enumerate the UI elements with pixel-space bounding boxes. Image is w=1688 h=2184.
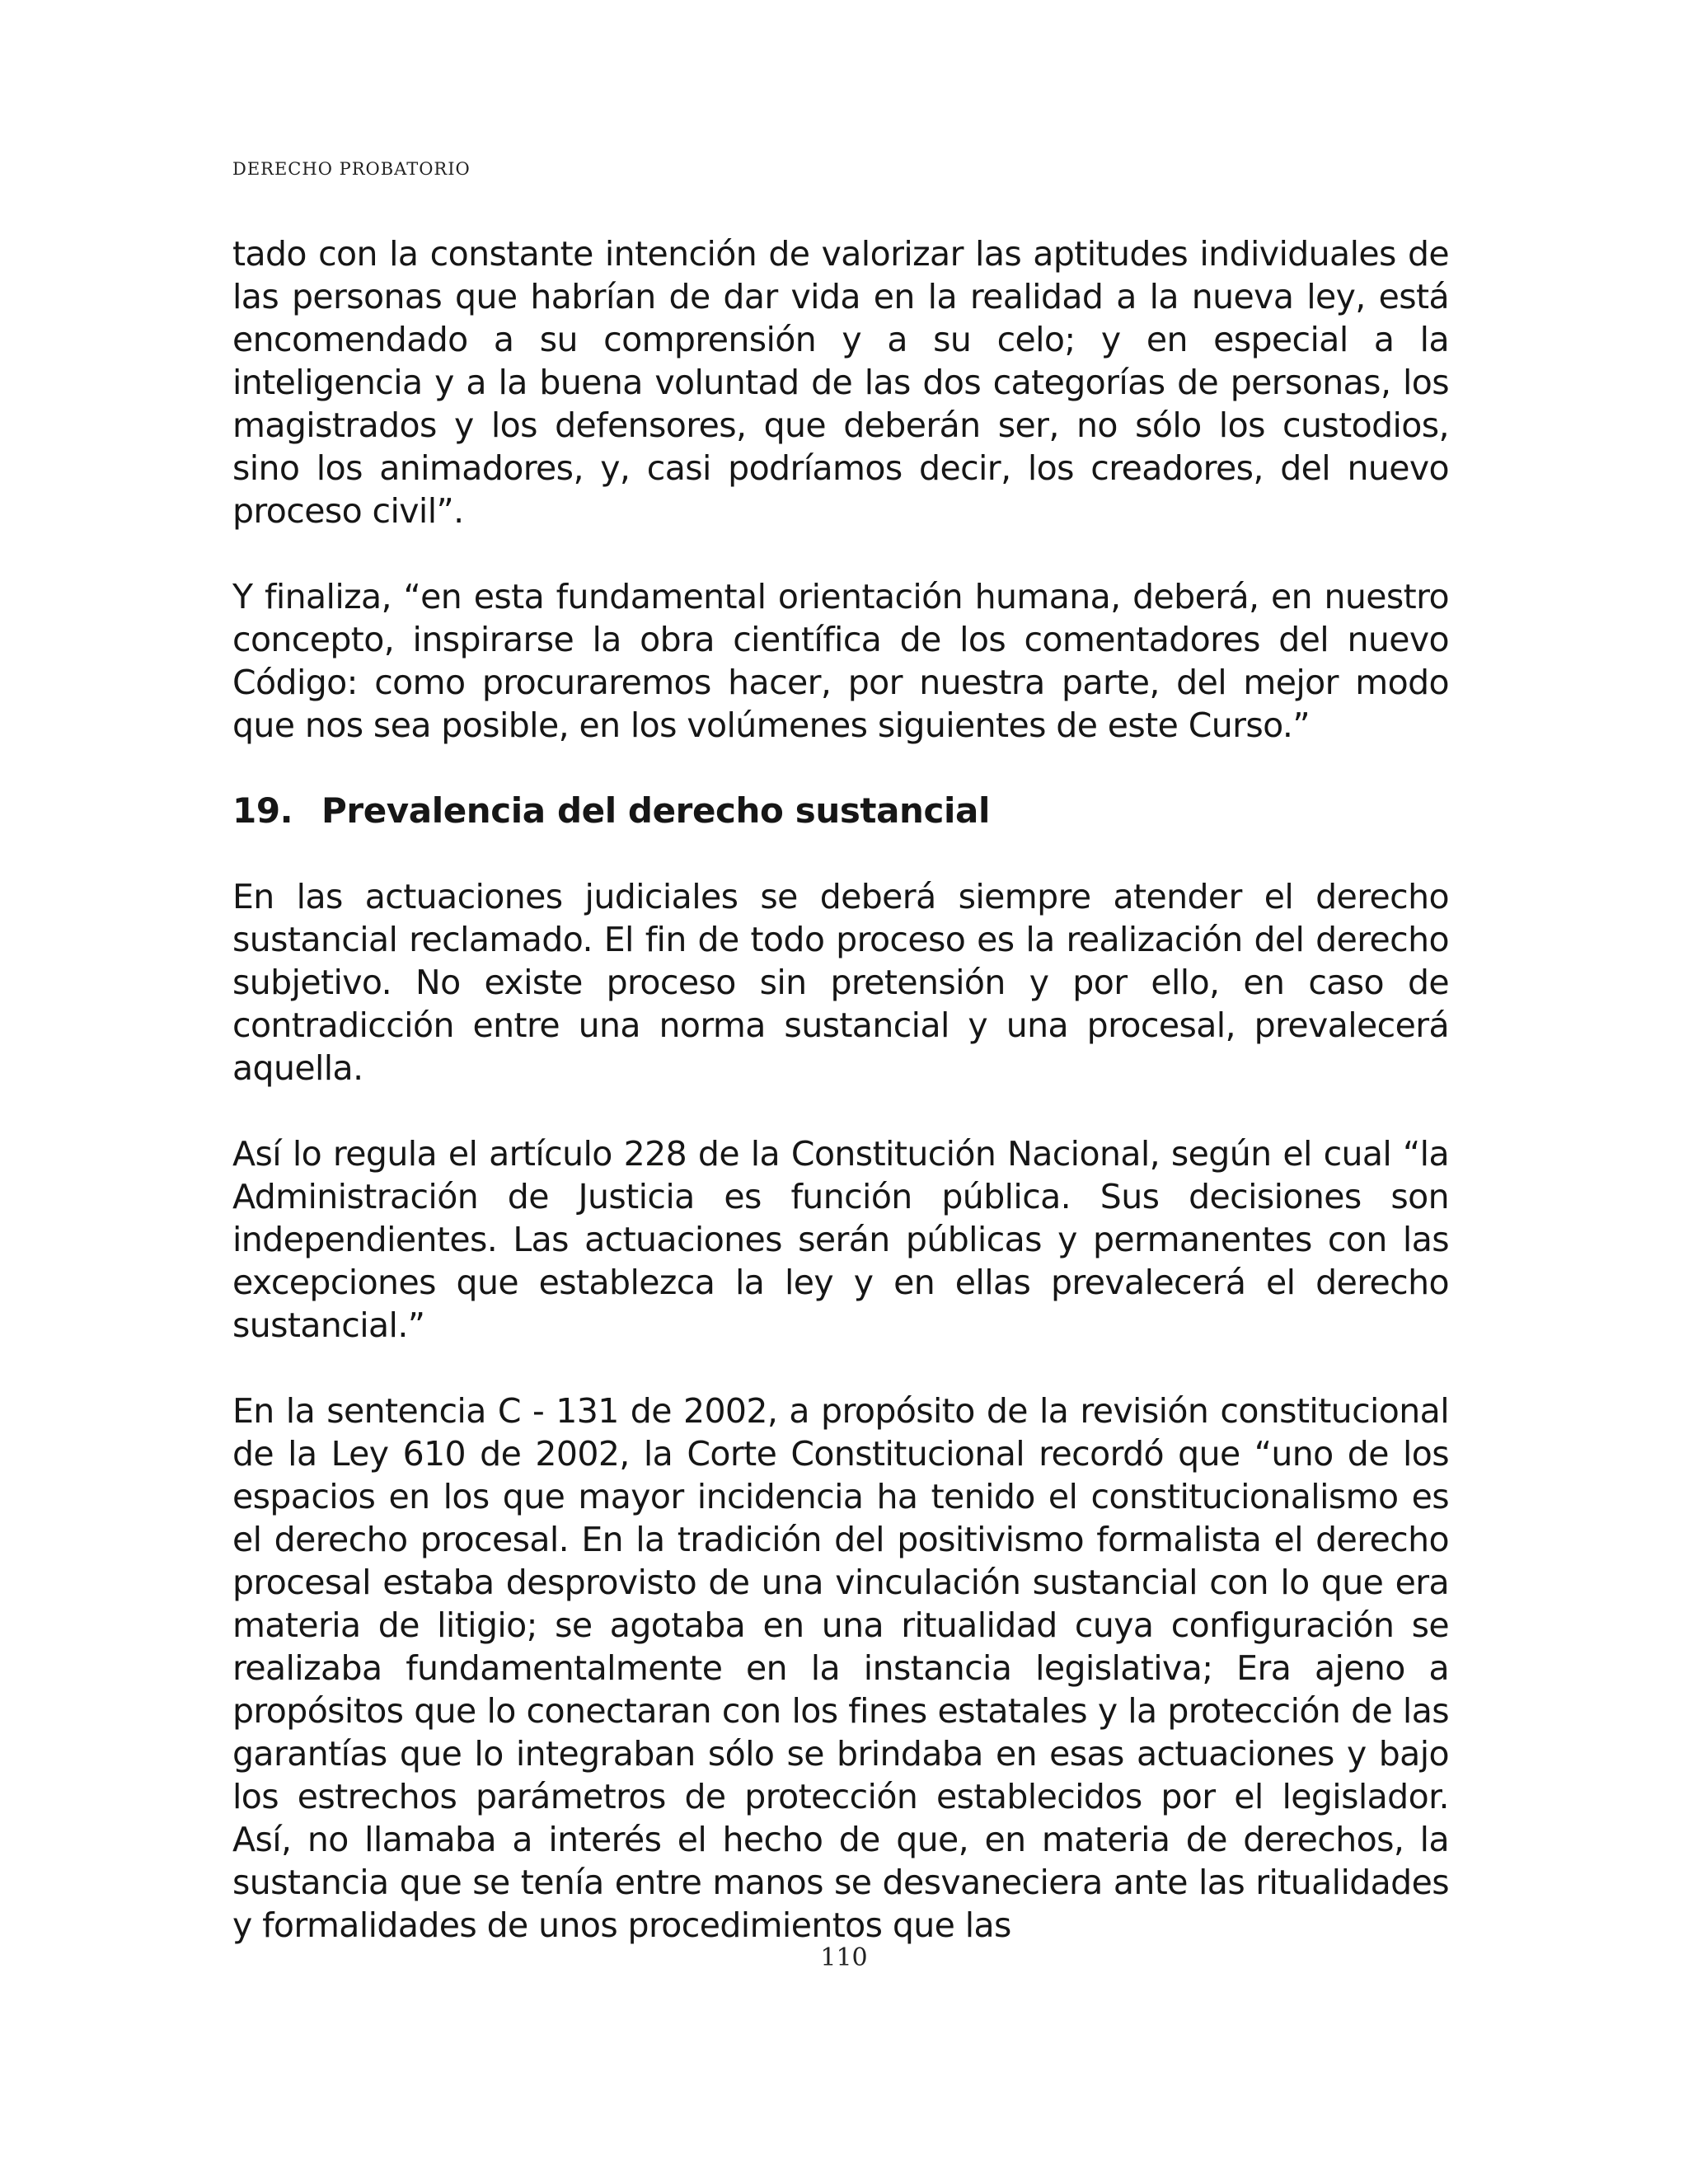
- section-title: Prevalencia del derecho sustancial: [321, 790, 990, 831]
- page-number: 110: [820, 1943, 868, 1972]
- body-text: [232, 232, 1449, 1947]
- running-header: DERECHO PROBATORIO: [232, 159, 471, 179]
- paragraph-2: Y finaliza, “en esta fundamental orientación humana, deberá, en nuestro concepto, inspirarse la obra científica de los comentadores del nuevo Código: como procuraremos hacer, por nuestra parte, del mejor modo que nos sea posible, en los volúmenes siguientes de este Curso.”: [232, 577, 1449, 745]
- paragraph-5: En la sentencia C - 131 de 2002, a propósito de la revisión constitucional de la Ley 610 de 2002, la Corte Constitucional recordó que “uno de los espacios en los que mayor incidencia ha tenido el constitucionalismo es el derecho procesal. En la tradición del positivismo formalista el derecho procesal estaba desprovisto de una vinculación sustancial con lo que era materia de litigio; se agotaba en una ritualidad cuya configuración se realizaba fundamentalmente en la instancia legislativa; Era ajeno a propósitos que lo conectaran con los fines estatales y la protección de las garantías que lo integraban sólo se brindaba en esas actuaciones y bajo los estrechos parámetros de protección establecidos por el legislador. Así, no llamaba a interés el hecho de que, en materia de derechos, la sustancia que se tenía entre manos se desvaneciera ante las ritualidades y formalidades de unos procedimientos que las: [232, 1391, 1449, 1945]
- section-number: 19.: [232, 790, 293, 831]
- paragraph-3: En las actuaciones judiciales se deberá siempre atender el derecho sustancial reclamado. El fin de todo proceso es la realización del derecho subjetivo. No existe proceso sin pretensión y por ello, en caso de contradicción entre una norma sustancial y una procesal, prevalecerá aquella.: [232, 877, 1449, 1088]
- paragraph-4: Así lo regula el artículo 228 de la Constitución Nacional, según el cual “la Administración de Justicia es función pública. Sus decisiones son independientes. Las actuaciones serán públicas y permanentes con las excepciones que establezca la ley y en ellas prevalecerá el derecho sustancial.”: [232, 1134, 1449, 1345]
- section-heading: [232, 790, 1449, 832]
- paragraph-1: tado con la constante intención de valorizar las aptitudes individuales de las personas que habrían de dar vida en la realidad a la nueva ley, está encomendado a su comprensión y a su celo; y en especial a la inteligencia y a la buena voluntad de las dos categorías de personas, los magistrados y los defensores, que deberán ser, no sólo los custodios, sino los animadores, y, casi podríamos decir, los creadores, del nuevo proceso civil”.: [232, 234, 1449, 531]
